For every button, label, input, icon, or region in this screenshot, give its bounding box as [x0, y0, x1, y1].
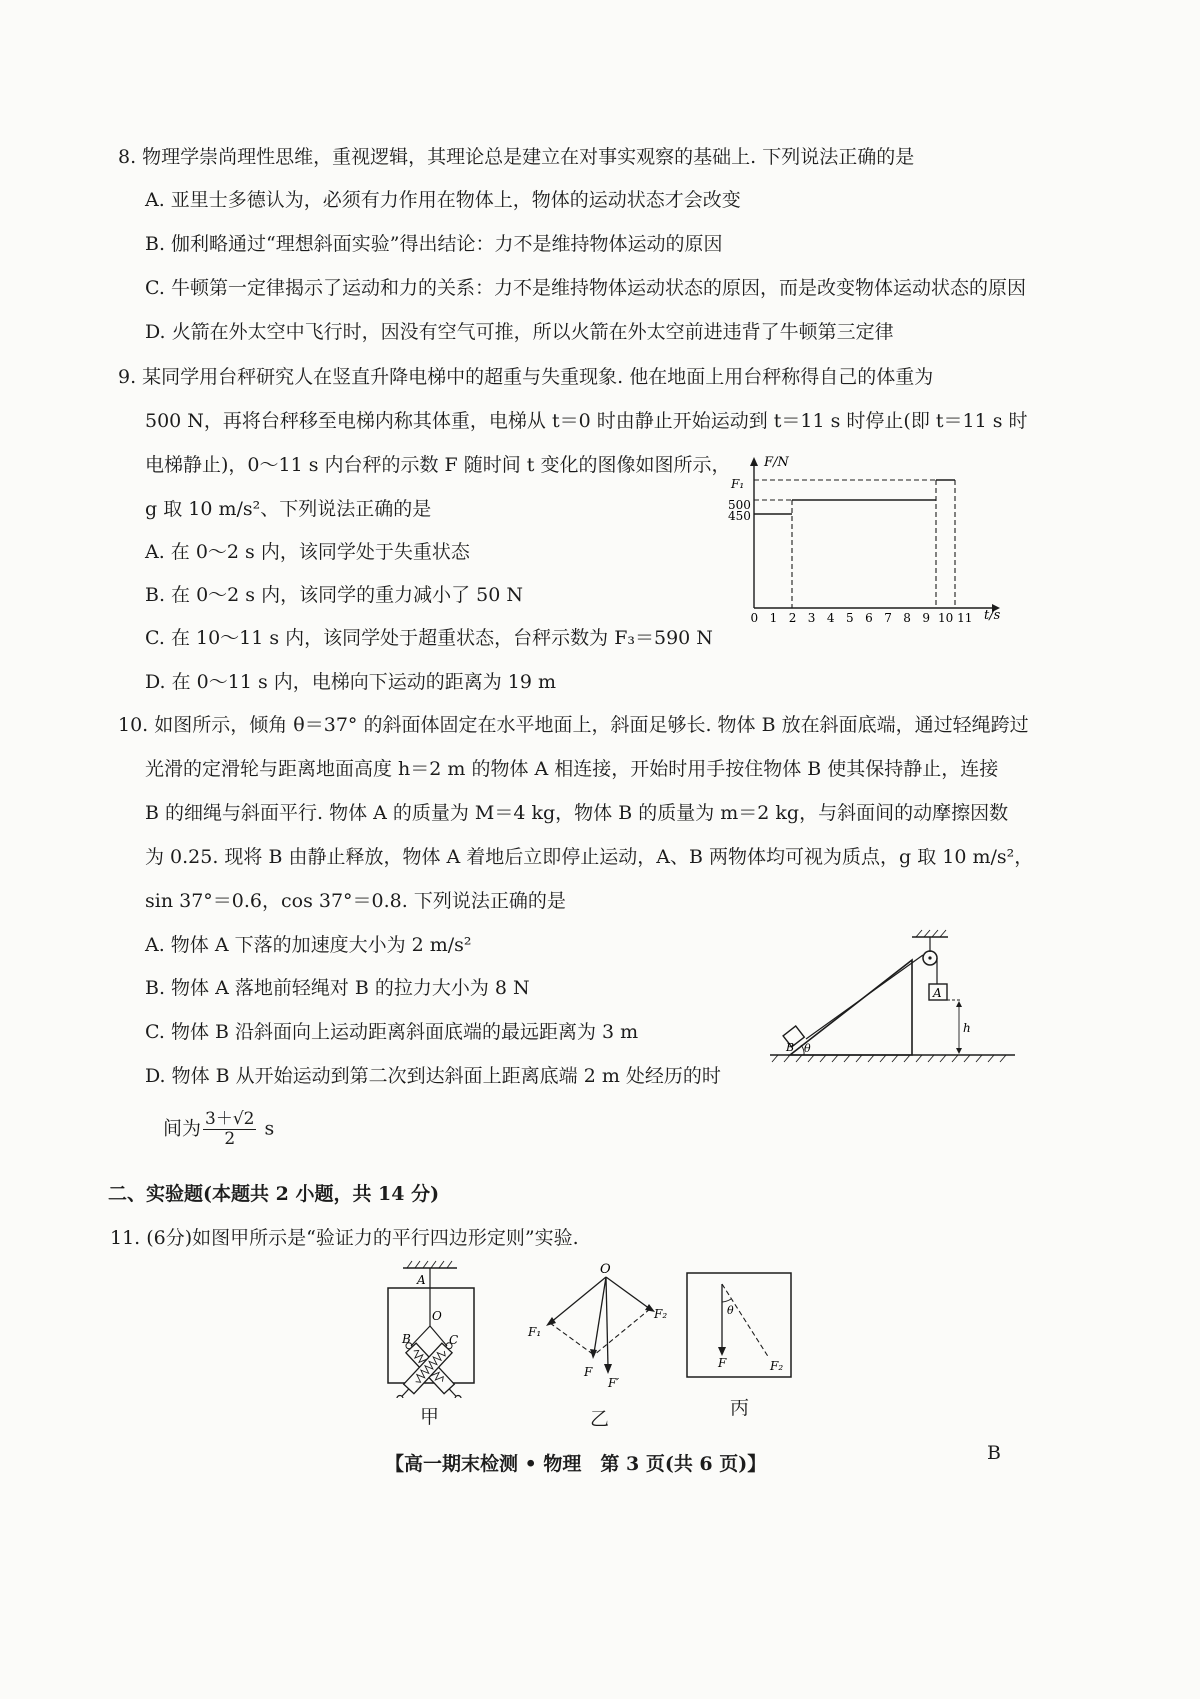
q10-option-d-continuation: [163, 1110, 274, 1149]
x-tick-label: 3: [807, 611, 816, 625]
q8-option-b: B. 伽利略通过“理想斜面实验”得出结论：力不是维持物体运动的原因: [145, 233, 723, 255]
bing-dashed-f2: [722, 1284, 769, 1358]
incline-wedge: [790, 960, 912, 1055]
y-label-f1: F₁: [731, 477, 745, 491]
q10-option-c: C. 物体 B 沿斜面向上运动距离斜面底端的最远距离为 3 m: [145, 1021, 639, 1043]
theta-label: θ: [804, 1042, 811, 1055]
q9-f-t-graph: [728, 452, 1008, 630]
yi-label-f: F: [584, 1365, 593, 1379]
bing-arrow-f: [718, 1347, 726, 1356]
x-tick-label: 8: [903, 611, 911, 625]
q10-line-5: sin 37°＝0.6，cos 37°＝0.8. 下列说法正确的是: [145, 890, 566, 912]
q10-d-denominator: 2: [224, 1129, 236, 1149]
x-tick-label: 7: [884, 611, 892, 625]
version-mark: B: [987, 1442, 1001, 1464]
block-b-label: B: [786, 1041, 795, 1054]
jia-label-a: A: [417, 1273, 426, 1287]
x-tick-label: 6: [865, 611, 873, 625]
q9-line-3: 电梯静止)，0～11 s 内台秤的示数 F 随时间 t 变化的图像如图所示，: [145, 454, 731, 476]
q10-d-numerator: 3＋√2: [205, 1109, 255, 1129]
yi-dashed-side-1: [550, 1323, 594, 1355]
q9-line-2: 500 N，再将台秤移至电梯内称其体重，电梯从 t＝0 时由静止开始运动到 t＝11 s 时停止(即 t＝11 s 时: [145, 410, 1028, 432]
yi-label-f1: F₁: [528, 1325, 542, 1339]
q11-caption-jia: 甲: [420, 1406, 440, 1428]
jia-string-oc: [430, 1326, 447, 1346]
yi-vector-f-prime: [606, 1277, 608, 1367]
x-tick-label: 10: [938, 611, 954, 625]
y-label-500: 500: [728, 498, 751, 512]
x-tick-label: 4: [826, 611, 835, 625]
q10-d-fraction: [203, 1110, 256, 1149]
q8-option-d: D. 火箭在外太空中飞行时，因没有空气可推，所以火箭在外太空前进违背了牛顿第三定律: [145, 321, 894, 343]
q11-figure-bing: [684, 1270, 794, 1380]
bing-theta-arc: [722, 1299, 731, 1302]
h-label: h: [963, 1021, 971, 1035]
jia-ceiling-hatch: [407, 1261, 452, 1268]
q11-figure-jia: [345, 1258, 525, 1398]
jia-label-c: C: [449, 1333, 459, 1347]
q11-caption-yi: 乙: [590, 1408, 610, 1430]
yi-vector-f: [594, 1277, 606, 1353]
bing-label-f2: F₂: [770, 1359, 784, 1373]
yi-label-f-prime: F′: [608, 1376, 620, 1390]
x-tick-label: 2: [788, 611, 797, 625]
x-axis-label: t/s: [984, 608, 1001, 623]
jia-label-b: B: [402, 1332, 411, 1346]
q10-d-unit: s: [264, 1117, 275, 1140]
q11-stem: 11. (6分)如图甲所示是“验证力的平行四边形定则”实验.: [110, 1227, 579, 1249]
q10-option-a: A. 物体 A 下落的加速度大小为 2 m/s²: [145, 934, 472, 956]
q10-line-4: 为 0.25. 现将 B 由静止释放，物体 A 着地后立即停止运动，A、B 两物体均可视为质点，g 取 10 m/s²，: [145, 846, 1034, 868]
yi-label-o: O: [600, 1262, 611, 1277]
y-axis-arrow: [750, 457, 758, 466]
q9-line-1: 9. 某同学用台秤研究人在竖直升降电梯中的超重与失重现象. 他在地面上用台秤称得自己的体重为: [118, 366, 934, 388]
q9-option-a: A. 在 0～2 s 内，该同学处于失重状态: [145, 541, 470, 563]
x-tick-labels: [751, 611, 973, 625]
section-2-heading: 二、实验题(本题共 2 小题，共 14 分): [108, 1183, 440, 1205]
yi-vector-f2: [606, 1277, 650, 1309]
x-tick-label: 9: [922, 611, 931, 625]
x-tick-label: 0: [750, 611, 759, 625]
q11-caption-bing: 丙: [730, 1397, 750, 1419]
ground-hatch: [772, 1055, 1006, 1062]
jia-label-o: O: [432, 1309, 442, 1323]
q8-stem: 8. 物理学崇尚理性思维，重视逻辑，其理论总是建立在对事实观察的基础上. 下列说法正确的是: [118, 146, 915, 168]
h-arrow-top: [956, 1001, 962, 1007]
x-tick-label: 11: [957, 611, 973, 625]
pulley-axle: [928, 956, 931, 959]
x-tick-label: 5: [846, 611, 854, 625]
block-a-label: A: [933, 986, 942, 1000]
bing-label-f: F: [718, 1356, 727, 1370]
y-axis-label: F/N: [764, 455, 789, 470]
q9-line-4: g 取 10 m/s²、下列说法正确的是: [145, 498, 432, 520]
yi-label-f2: F₂: [654, 1307, 668, 1321]
h-arrow-bottom: [956, 1048, 962, 1054]
yi-arrow-f: [590, 1349, 597, 1359]
q9-option-d: D. 在 0～11 s 内，电梯向下运动的距离为 19 m: [145, 671, 557, 693]
bing-label-theta: θ: [727, 1304, 734, 1317]
q10-option-b: B. 物体 A 落地前轻绳对 B 的拉力大小为 8 N: [145, 977, 530, 999]
q10-line-3: B 的细绳与斜面平行. 物体 A 的质量为 M＝4 kg，物体 B 的质量为 m＝2 kg，与斜面间的动摩擦因数: [145, 802, 1009, 824]
jia-string-ob: [411, 1326, 430, 1346]
q10-line-1: 10. 如图所示，倾角 θ＝37° 的斜面体固定在水平地面上，斜面足够长. 物体 B 放在斜面底端，通过轻绳跨过: [118, 714, 1029, 736]
rope-to-b: [806, 955, 923, 1039]
y-label-450: 450: [728, 509, 751, 523]
q11-figure-yi: [520, 1255, 680, 1395]
x-tick-label: 1: [769, 611, 778, 625]
yi-dashed-side-2: [594, 1309, 650, 1355]
page-footer: 【高一期末检测 • 物理 第 3 页(共 6 页)】: [385, 1453, 767, 1475]
q10-d-prefix: 间为: [163, 1117, 202, 1140]
q10-line-2: 光滑的定滑轮与距离地面高度 h＝2 m 的物体 A 相连接，开始时用手按住物体 B 使其保持静止，连接: [145, 758, 999, 780]
q10-option-d: D. 物体 B 从开始运动到第二次到达斜面上距离底端 2 m 处经历的时: [145, 1065, 721, 1087]
q8-option-a: A. 亚里士多德认为，必须有力作用在物体上，物体的运动状态才会改变: [145, 189, 741, 211]
q9-option-b: B. 在 0～2 s 内，该同学的重力减小了 50 N: [145, 584, 523, 606]
ceiling-hatch: [916, 930, 946, 937]
q9-option-c: C. 在 10～11 s 内，该同学处于超重状态，台秤示数为 F₃＝590 N: [145, 627, 713, 649]
q10-incline-figure: [770, 918, 1020, 1078]
yi-vector-f1: [550, 1277, 606, 1323]
q8-option-c: C. 牛顿第一定律揭示了运动和力的关系：力不是维持物体运动状态的原因，而是改变物体运动状态的原因: [145, 277, 1026, 299]
yi-arrow-f1: [546, 1317, 556, 1326]
yi-arrow-f-prime: [604, 1364, 612, 1374]
